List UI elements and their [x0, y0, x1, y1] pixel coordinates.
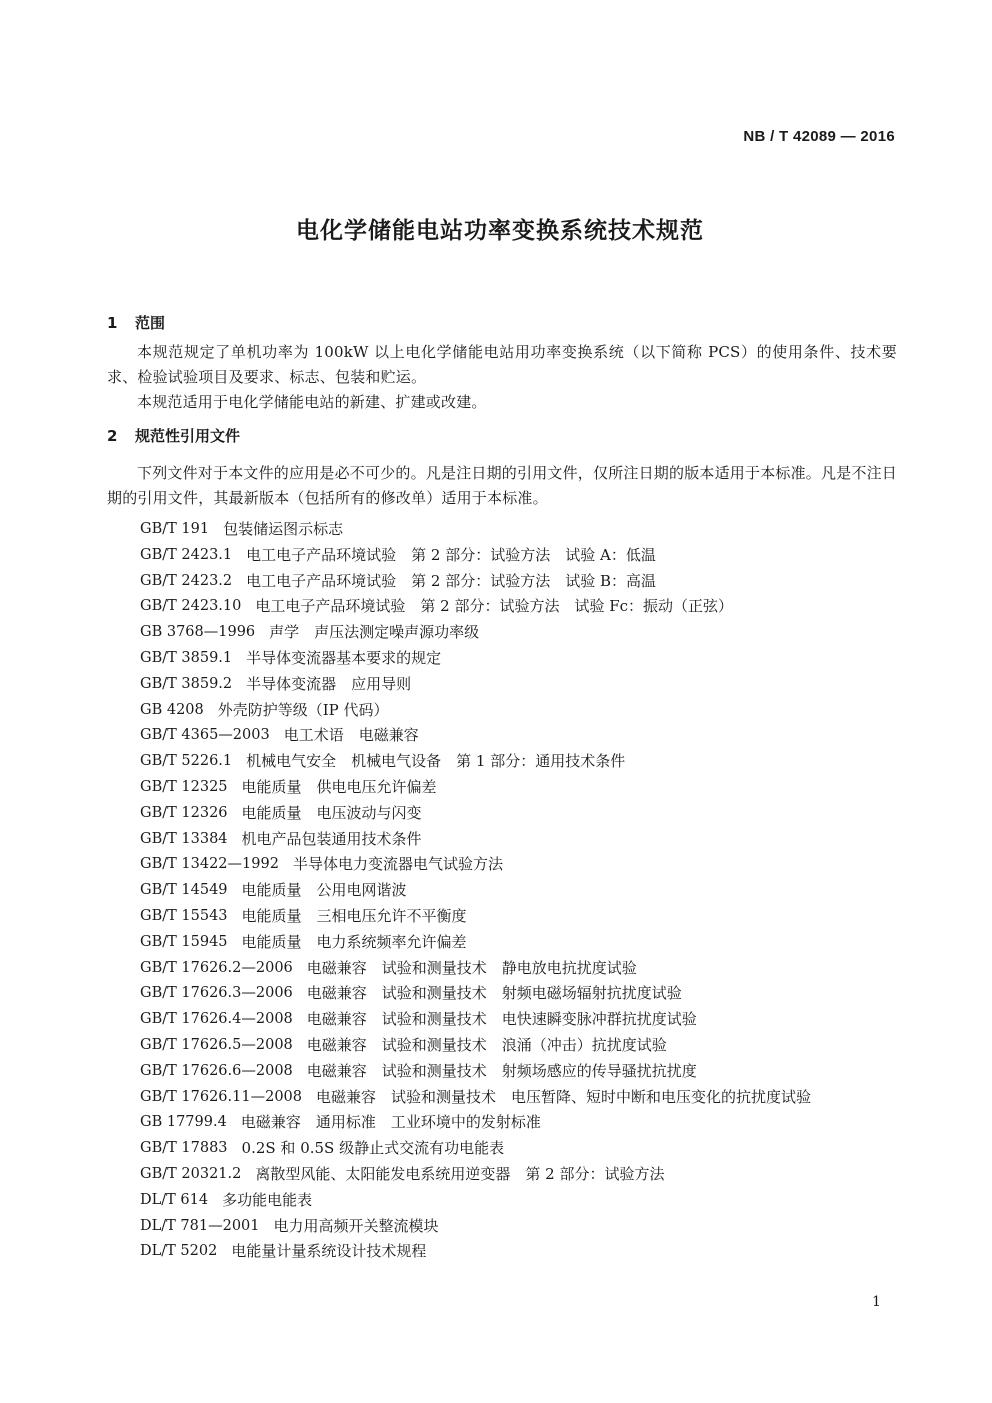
reference-code: GB/T 17626.3—2006	[140, 985, 293, 1002]
paragraph: 本规范适用于电化学储能电站的新建、扩建或改建。	[137, 393, 487, 411]
reference-code: GB/T 12325	[140, 778, 228, 795]
reference-title: 电磁兼容 试验和测量技术 电快速瞬变脉冲群抗扰度试验	[306, 1010, 697, 1029]
reference-code: GB/T 15945	[140, 933, 228, 950]
section-title: 范围	[135, 314, 166, 332]
reference-title: 机电产品包装通用技术条件	[241, 829, 422, 848]
reference-code: GB/T 20321.2	[140, 1165, 242, 1182]
reference-item	[140, 1188, 897, 1214]
reference-title: 电能质量 电压波动与闪变	[241, 803, 422, 822]
reference-title: 机械电气安全 机械电气设备 第 1 部分：通用技术条件	[246, 752, 626, 771]
reference-item	[140, 827, 897, 853]
page-number: 1	[872, 1294, 881, 1310]
reference-title: 电能质量 公用电网谐波	[241, 881, 407, 900]
reference-item	[140, 981, 897, 1007]
reference-item	[140, 517, 897, 543]
reference-title: 声学 声压法测定噪声源功率级	[269, 623, 480, 642]
reference-code: GB/T 17626.2—2006	[140, 959, 293, 976]
reference-title: 电能质量 供电电压允许偏差	[241, 777, 437, 796]
section-heading	[107, 425, 897, 447]
reference-code: GB/T 14549	[140, 882, 228, 899]
reference-item	[140, 775, 897, 801]
reference-code: GB/T 13384	[140, 830, 228, 847]
reference-title: 0.2S 和 0.5S 级静止式交流有功电能表	[241, 1139, 505, 1158]
reference-item	[140, 646, 897, 672]
reference-item	[140, 620, 897, 646]
reference-code: GB/T 13422—1992	[140, 856, 279, 873]
reference-code: GB/T 2423.2	[140, 572, 233, 589]
paragraph: 下列文件对于本文件的应用是必不可少的。凡是注日期的引用文件，仅所注日期的版本适用于本标准。凡是不注日期的引用文件，其最新版本（包括所有的修改单）适用于本标准。	[107, 464, 898, 507]
reference-code: GB 3768—1996	[140, 624, 256, 641]
reference-code: GB/T 17626.6—2008	[140, 1062, 293, 1079]
section-title: 规范性引用文件	[135, 427, 241, 445]
reference-title: 电工术语 电磁兼容	[283, 726, 419, 745]
section-scope	[107, 312, 897, 415]
paragraph: 本规范规定了单机功率为 100kW 以上电化学储能电站用功率变换系统（以下简称 PCS）的使用条件、技术要求、检验试验项目及要求、标志、包装和贮运。	[107, 343, 897, 386]
reference-title: 电工电子产品环境试验 第 2 部分：试验方法 试验 B：高温	[246, 571, 657, 590]
standard-code: NB / T 42089 — 2016	[743, 128, 895, 145]
reference-code: GB/T 17883	[140, 1140, 228, 1157]
reference-title: 电工电子产品环境试验 第 2 部分：试验方法 试验 A：低温	[246, 545, 656, 564]
reference-item	[140, 749, 897, 775]
reference-title: 半导体变流器 应用导则	[246, 674, 412, 693]
reference-code: GB/T 191	[140, 521, 210, 537]
reference-item	[140, 672, 897, 698]
reference-item	[140, 1007, 897, 1033]
reference-code: GB/T 17626.5—2008	[140, 1036, 293, 1053]
reference-item	[140, 904, 897, 930]
reference-code: GB/T 15543	[140, 907, 228, 924]
reference-title: 电力用高频开关整流模块	[273, 1216, 439, 1235]
reference-item	[140, 1059, 897, 1085]
reference-item	[140, 1085, 897, 1111]
reference-code: GB/T 3859.1	[140, 649, 233, 666]
reference-item	[140, 1033, 897, 1059]
reference-item	[140, 594, 897, 620]
reference-title: 多功能电能表	[222, 1190, 313, 1209]
document-body	[107, 312, 897, 1265]
reference-code: DL/T 5202	[140, 1243, 218, 1260]
reference-title: 包装储运图示标志	[223, 520, 344, 538]
reference-title: 半导体电力变流器电气试验方法	[292, 855, 503, 874]
reference-code: GB/T 12326	[140, 804, 228, 821]
reference-title: 外壳防护等级（IP 代码）	[217, 700, 389, 719]
reference-title: 电磁兼容 试验和测量技术 静电放电抗扰度试验	[306, 958, 637, 977]
reference-title: 电磁兼容 试验和测量技术 射频电磁场辐射抗扰度试验	[306, 984, 682, 1003]
reference-code: GB/T 2423.10	[140, 598, 242, 615]
reference-title: 半导体变流器基本要求的规定	[246, 648, 442, 667]
section-number: 2	[107, 427, 118, 445]
reference-title: 电磁兼容 通用标准 工业环境中的发射标准	[240, 1113, 541, 1132]
reference-code: GB/T 17626.11—2008	[140, 1088, 302, 1105]
reference-title: 电能质量 三相电压允许不平衡度	[241, 906, 467, 925]
section-number: 1	[107, 314, 118, 332]
reference-code: GB 17799.4	[140, 1114, 227, 1131]
reference-list	[107, 517, 897, 1265]
reference-code: GB/T 2423.1	[140, 546, 233, 563]
reference-code: GB 4208	[140, 701, 204, 718]
reference-item	[140, 930, 897, 956]
reference-code: DL/T 614	[140, 1191, 209, 1208]
section-heading	[107, 312, 897, 334]
document-title: 电化学储能电站功率变换系统技术规范	[296, 218, 704, 244]
reference-item	[140, 569, 897, 595]
reference-title: 电磁兼容 试验和测量技术 射频场感应的传导骚扰抗扰度	[306, 1061, 697, 1080]
reference-title: 离散型风能、太阳能发电系统用逆变器 第 2 部分：试验方法	[255, 1164, 665, 1183]
reference-title: 电磁兼容 试验和测量技术 电压暂降、短时中断和电压变化的抗扰度试验	[316, 1087, 812, 1106]
reference-item	[140, 723, 897, 749]
reference-item	[140, 1136, 897, 1162]
reference-title: 电能质量 电力系统频率允许偏差	[241, 932, 467, 951]
reference-code: GB/T 17626.4—2008	[140, 1011, 293, 1028]
reference-title: 电工电子产品环境试验 第 2 部分：试验方法 试验 Fc：振动（正弦）	[255, 597, 734, 616]
reference-title: 电能量计量系统设计技术规程	[231, 1242, 427, 1261]
reference-code: GB/T 5226.1	[140, 753, 233, 770]
reference-title: 电磁兼容 试验和测量技术 浪涌（冲击）抗扰度试验	[306, 1035, 667, 1054]
reference-code: GB/T 3859.2	[140, 675, 233, 692]
reference-item	[140, 1162, 897, 1188]
reference-item	[140, 1214, 897, 1240]
reference-item	[140, 1239, 897, 1265]
reference-item	[140, 698, 897, 724]
section-normative-references	[107, 425, 897, 1265]
reference-item	[140, 878, 897, 904]
reference-item	[140, 956, 897, 982]
reference-code: DL/T 781—2001	[140, 1217, 260, 1234]
reference-item	[140, 852, 897, 878]
reference-item	[140, 801, 897, 827]
reference-item	[140, 1110, 897, 1136]
reference-item	[140, 543, 897, 569]
reference-code: GB/T 4365—2003	[140, 727, 270, 744]
